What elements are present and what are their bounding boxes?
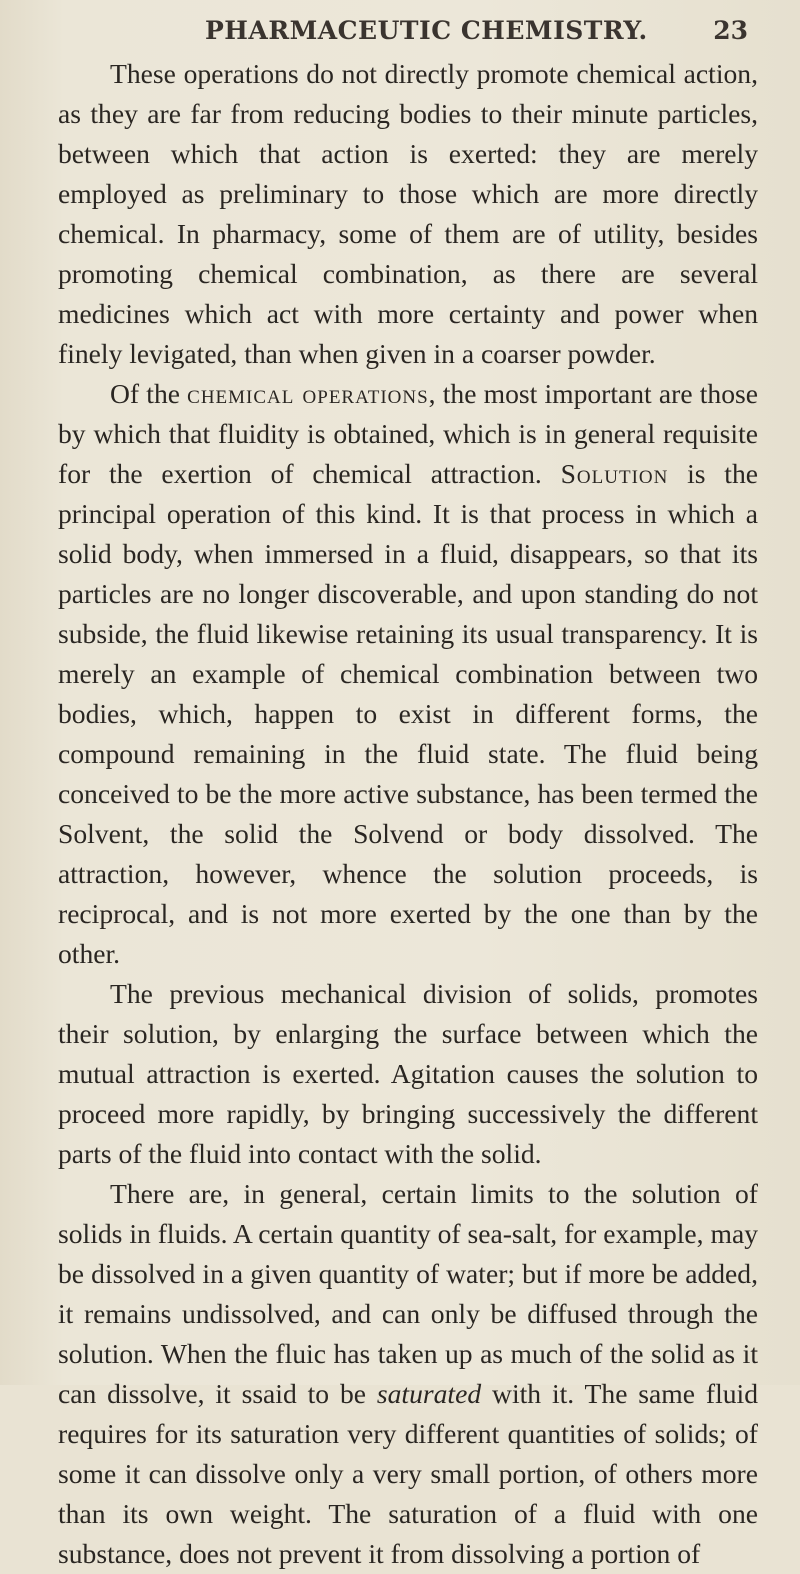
paragraph-2-lead: Of the (110, 378, 188, 409)
body-text (58, 54, 758, 1574)
page-number: 23 (713, 16, 748, 45)
paragraph-4-lead: There are, in general, certain limits to the solution of solids in fluids. A certain quantity of sea-salt, for example, may be dissolved in a given quantity of water; but if more be added, it remains undissolved, and can only be diffused through the solution. When the fluic has taken up as much of the solid as it can dissolve, it ssaid to be (58, 1178, 758, 1409)
saturated-term: saturated (376, 1378, 482, 1409)
page-header (0, 8, 800, 58)
paragraph-2-mid: , the most important are those by which that fluidity is obtained, which is in general requisite for the exertion of chemical attraction. (58, 378, 758, 489)
paragraph-2-rest: is the principal operation of this kind. It is that process in which a solid body, when immersed in a fluid, disappears, so that its particles are no longer discoverable, and upon standing do not subside, the fluid likewise retaining its usual transparency. It is merely an example of chemical combination between two bodies, which, happen to exist in different forms, the compound remaining in the fluid state. The fluid being conceived to be the more active substance, has been termed the Solvent, the solid the Solvend or body dissolved. The attraction, however, whence the solution proceeds, is reciprocal, and is not more exerted by the one than by the other. (58, 458, 758, 969)
paragraph-4-rest: with it. The same fluid requires for its saturation very different quantities of solids; of some it can dissolve only a very small portion, of others more than its own weight. The saturation of a fluid with one substance, does not prevent it from dissolving a portion of (58, 1378, 758, 1569)
running-title: PHARMACEUTIC CHEMISTRY. (205, 16, 648, 45)
solution-term: Solution (560, 458, 669, 489)
paragraph-2 (58, 374, 758, 974)
chemical-operations-term: chemical operations (187, 378, 429, 409)
paragraph-1: These operations do not directly promote chemical action, as they are far from reducing bodies to their minute particles, between which that action is exerted: they are merely employed as preliminary to those which are more directly chemical. In pharmacy, some of them are of utility, besides promoting chemical combination, as there are several medicines which act with more certainty and power when finely levigated, than when given in a coarser powder. (58, 58, 758, 369)
paragraph-4 (58, 1174, 758, 1574)
paragraph-3: The previous mechanical division of solids, promotes their solution, by enlarging the surface between which the mutual attraction is exerted. Agitation causes the solution to proceed more rapidly, by bringing successively the different parts of the fluid into contact with the solid. (58, 978, 758, 1169)
